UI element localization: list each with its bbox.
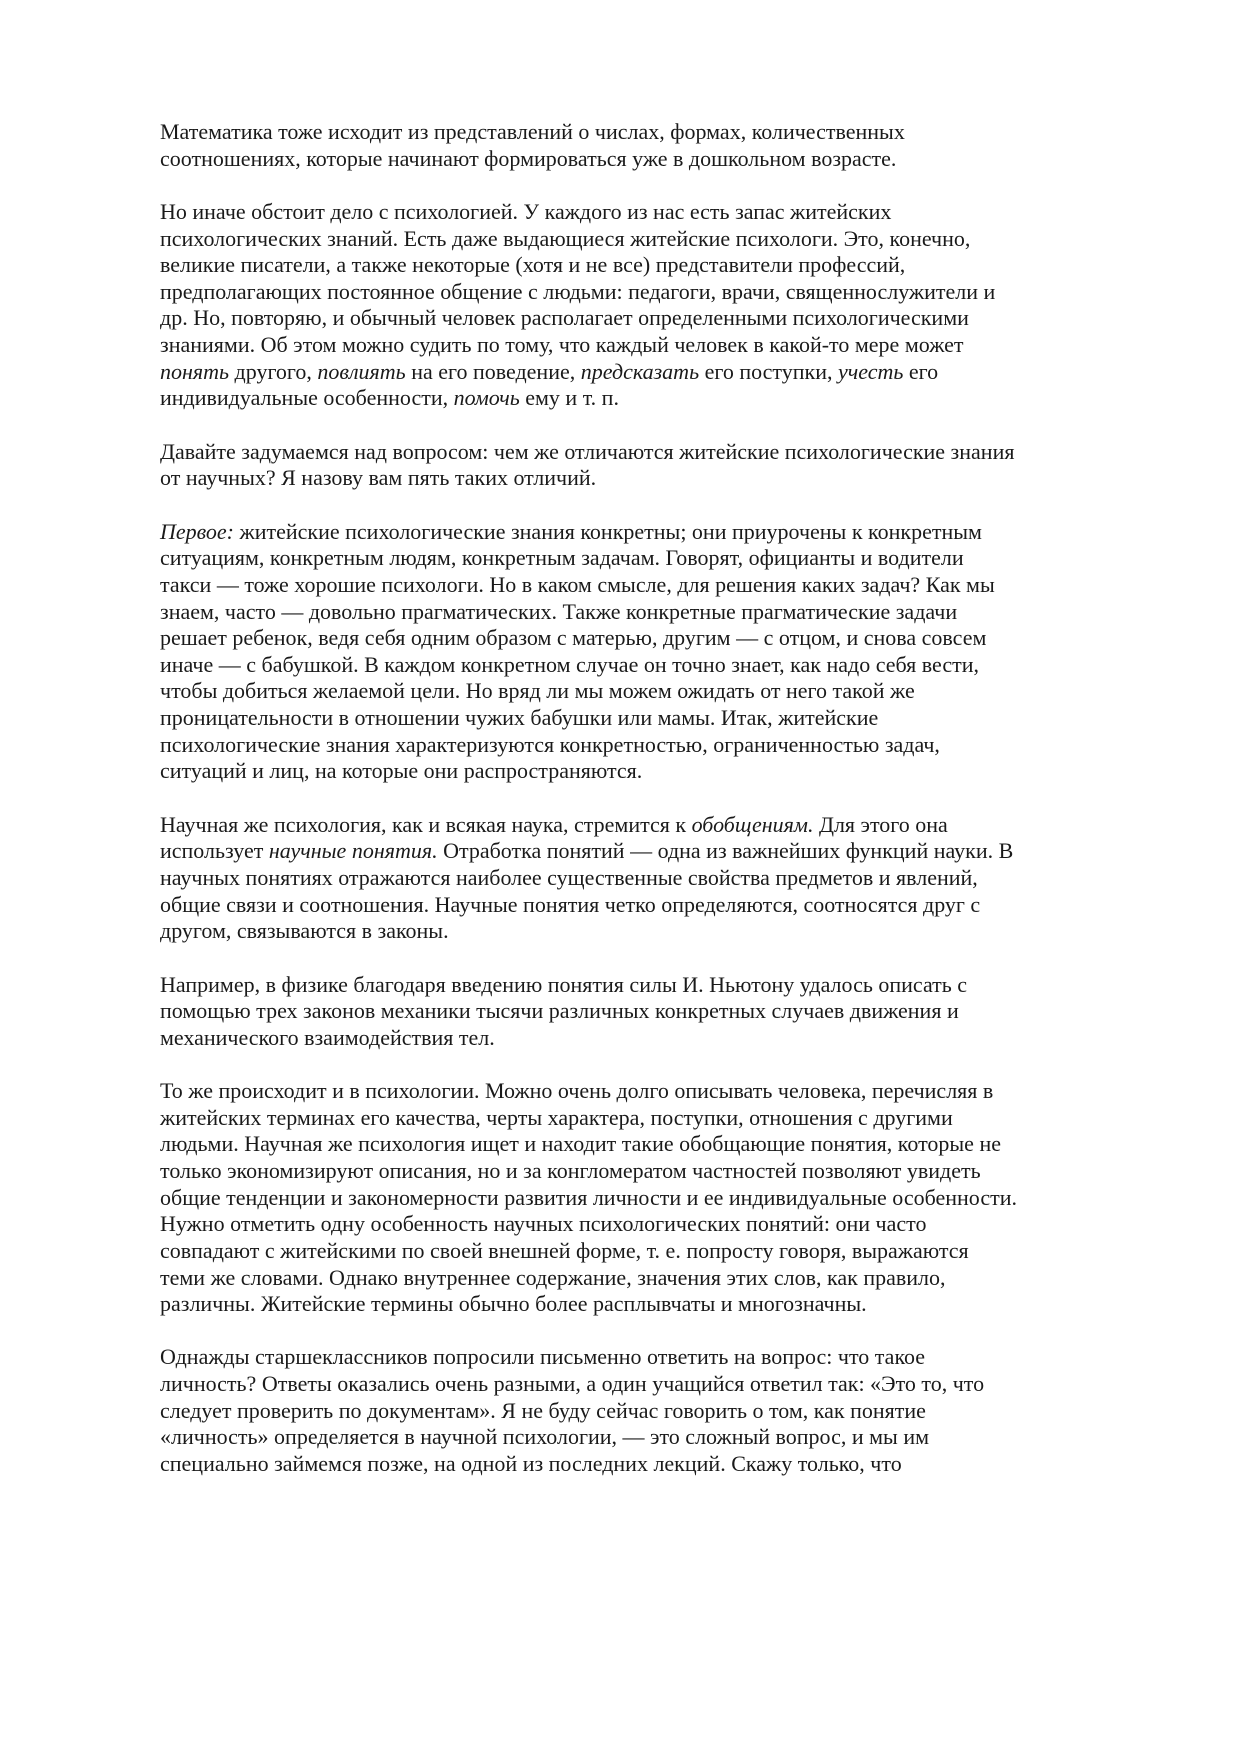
text-segment: решает ребенок, ведя себя одним образом с матерью, другим — с отцом, и снова совсем	[160, 625, 987, 651]
paragraph	[160, 972, 1180, 1052]
text-segment: от научных? Я назову вам пять таких отличий.	[160, 465, 597, 491]
paragraph	[160, 519, 1180, 785]
text-line	[160, 812, 1180, 839]
text-segment: проницательности в отношении чужих бабушки или мамы. Итак, житейские	[160, 705, 879, 731]
text-line	[160, 332, 1180, 359]
paragraph	[160, 119, 1180, 172]
text-line	[160, 758, 1180, 785]
text-line	[160, 1185, 1180, 1212]
text-segment: теми же словами. Однако внутреннее содержание, значения этих слов, как правило,	[160, 1264, 946, 1290]
text-segment: общие связи и соотношения. Научные понятия четко определяются, соотносятся друг с	[160, 891, 981, 917]
text-segment: его поступки,	[699, 358, 838, 384]
text-line	[160, 892, 1180, 919]
text-segment: ситуаций и лиц, на которые они распространяются.	[160, 758, 643, 784]
text-segment: великие писатели, а также некоторые (хотя и не все) представители профессий,	[160, 252, 906, 278]
text-line	[160, 838, 1180, 865]
text-segment: Научная же психология, как и всякая наука, стремится к	[160, 811, 692, 837]
italic-text: Первое:	[160, 518, 235, 544]
text-line	[160, 572, 1180, 599]
text-segment: ему и т. п.	[519, 385, 619, 411]
paragraph-spacer	[160, 945, 1180, 972]
text-line	[160, 1291, 1180, 1318]
text-segment: использует	[160, 838, 269, 864]
text-segment: на его поведение,	[405, 358, 581, 384]
paragraph	[160, 1344, 1180, 1477]
text-segment: специально займемся позже, на одной из последних лекций. Скажу только, что	[160, 1451, 902, 1477]
text-segment: психологических знаний. Есть даже выдающиеся житейские психологи. Это, конечно,	[160, 225, 971, 251]
italic-text: понять	[160, 358, 230, 384]
text-line	[160, 359, 1180, 386]
text-segment: другом, связываются в законы.	[160, 918, 449, 944]
italic-text: научные понятия.	[268, 838, 438, 864]
text-line	[160, 465, 1180, 492]
text-segment: соотношениях, которые начинают формироваться уже в дошкольном возрасте.	[160, 145, 897, 171]
paragraph-spacer	[160, 1051, 1180, 1078]
text-segment: другого,	[229, 358, 318, 384]
text-segment: совпадают с житейскими по своей внешней форме, т. е. попросту говоря, выражаются	[160, 1237, 969, 1263]
text-segment: только экономизируют описания, но и за конгломератом частностей позволяют увидеть	[160, 1157, 981, 1183]
text-line	[160, 599, 1180, 626]
paragraph-spacer	[160, 1318, 1180, 1345]
text-line	[160, 1158, 1180, 1185]
text-segment: помощью трех законов механики тысячи различных конкретных случаев движения и	[160, 998, 959, 1024]
italic-text: учесть	[837, 358, 904, 384]
text-line	[160, 1398, 1180, 1425]
paragraph-spacer	[160, 412, 1180, 439]
text-segment: «личность» определяется в научной психологии, — это сложный вопрос, и мы им	[160, 1424, 930, 1450]
text-segment: То же происходит и в психологии. Можно очень долго описывать человека, перечисляя в	[160, 1078, 994, 1104]
text-line	[160, 1371, 1180, 1398]
paragraph	[160, 199, 1180, 412]
paragraph-spacer	[160, 172, 1180, 199]
text-segment: его	[903, 358, 939, 384]
text-line	[160, 678, 1180, 705]
text-line	[160, 545, 1180, 572]
text-segment: Например, в физике благодаря введению понятия силы И. Ньютону удалось описать с	[160, 971, 968, 997]
text-line	[160, 865, 1180, 892]
italic-text: предсказать	[580, 358, 700, 384]
text-segment: Но иначе обстоит дело с психологией. У каждого из нас есть запас житейских	[160, 198, 892, 224]
text-line	[160, 998, 1180, 1025]
paragraph	[160, 1078, 1180, 1318]
text-line	[160, 279, 1180, 306]
text-segment: общие тенденции и закономерности развития личности и ее индивидуальные особенности.	[160, 1184, 1018, 1210]
text-line	[160, 199, 1180, 226]
text-line	[160, 1424, 1180, 1451]
text-segment: Отработка понятий — одна из важнейших функций науки. В	[437, 838, 1014, 864]
text-segment: др. Но, повторяю, и обычный человек располагает определенными психологическими	[160, 305, 969, 331]
text-line	[160, 918, 1180, 945]
text-line	[160, 1131, 1180, 1158]
text-segment: ситуациям, конкретным людям, конкретным задачам. Говорят, официанты и водители	[160, 545, 964, 571]
text-segment: знаем, часто — довольно прагматических. Также конкретные прагматические задачи	[160, 598, 958, 624]
text-line	[160, 305, 1180, 332]
text-line	[160, 1451, 1180, 1478]
text-line	[160, 1265, 1180, 1292]
text-line	[160, 146, 1180, 173]
text-line	[160, 1078, 1180, 1105]
italic-text: помочь	[453, 385, 520, 411]
italic-text: обобщениям.	[691, 811, 814, 837]
paragraph-spacer	[160, 785, 1180, 812]
text-line	[160, 119, 1180, 146]
text-segment: чтобы добиться желаемой цели. Но вряд ли мы можем ожидать от него такой же	[160, 678, 915, 704]
text-line	[160, 705, 1180, 732]
text-line	[160, 1105, 1180, 1132]
text-line	[160, 1025, 1180, 1052]
text-segment: Давайте задумаемся над вопросом: чем же отличаются житейские психологические знания	[160, 438, 1015, 464]
text-segment: механического взаимодействия тел.	[160, 1024, 495, 1050]
text-segment: житейских терминах его качества, черты характера, поступки, отношения с другими	[160, 1104, 953, 1130]
paragraph	[160, 812, 1180, 945]
text-segment: иначе — с бабушкой. В каждом конкретном случае он точно знает, как надо себя вести,	[160, 651, 979, 677]
text-line	[160, 252, 1180, 279]
text-segment: научных понятиях отражаются наиболее существенные свойства предметов и явлений,	[160, 864, 978, 890]
text-line	[160, 1344, 1180, 1371]
document-page	[160, 119, 1180, 1478]
text-segment: Математика тоже исходит из представлений о числах, формах, количественных	[160, 119, 905, 144]
text-segment: людьми. Научная же психология ищет и находит такие обобщающие понятия, которые не	[160, 1131, 1001, 1157]
text-line	[160, 385, 1180, 412]
text-segment: предполагающих постоянное общение с людьми: педагоги, врачи, священнослужители и	[160, 278, 996, 304]
text-segment: Однажды старшеклассников попросили письменно ответить на вопрос: что такое	[160, 1344, 926, 1370]
text-segment: различны. Житейские термины обычно более расплывчаты и многозначны.	[160, 1291, 867, 1317]
text-segment: личность? Ответы оказались очень разными, а один учащийся ответил так: «Это то, что	[160, 1371, 985, 1397]
text-line	[160, 1211, 1180, 1238]
text-line	[160, 1238, 1180, 1265]
text-line	[160, 439, 1180, 466]
italic-text: повлиять	[317, 358, 406, 384]
text-line	[160, 625, 1180, 652]
text-line	[160, 972, 1180, 999]
text-segment: Для этого она	[813, 811, 948, 837]
text-line	[160, 652, 1180, 679]
paragraph-spacer	[160, 492, 1180, 519]
text-line	[160, 519, 1180, 546]
paragraph	[160, 439, 1180, 492]
text-segment: Нужно отметить одну особенность научных психологических понятий: они часто	[160, 1211, 927, 1237]
text-segment: индивидуальные особенности,	[160, 385, 454, 411]
text-segment: знаниями. Об этом можно судить по тому, что каждый человек в какой-то мере может	[160, 332, 964, 358]
text-segment: следует проверить по документам». Я не буду сейчас говорить о том, как понятие	[160, 1397, 926, 1423]
text-line	[160, 226, 1180, 253]
text-line	[160, 732, 1180, 759]
text-segment: житейские психологические знания конкретны; они приурочены к конкретным	[234, 518, 982, 544]
text-segment: психологические знания характеризуются конкретностью, ограниченностью задач,	[160, 731, 940, 757]
text-segment: такси — тоже хорошие психологи. Но в каком смысле, для решения каких задач? Как мы	[160, 571, 995, 597]
